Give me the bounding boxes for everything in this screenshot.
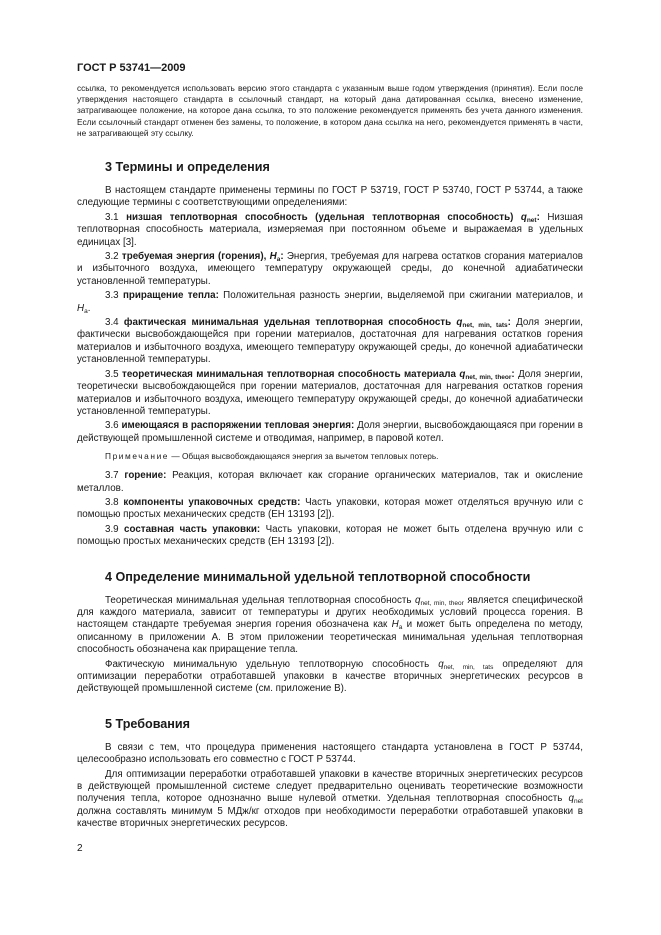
term-name: приращение тепла:	[122, 290, 219, 302]
section-5-paragraph-2	[77, 769, 583, 831]
term-number: 3.2	[105, 251, 119, 263]
document-header: ГОСТ Р 53741—2009	[77, 62, 186, 74]
term-3-1: 3.1 низшая теплотворная способность (удельная теплотворная способность) $q_{net}$: Низшая теплотворная способность материала, измеряемая при постоянном объеме и выражаемая в удельных единицах [3].	[77, 211, 583, 248]
term-3-6	[77, 420, 583, 445]
term-3-7	[77, 470, 583, 495]
text-run: Фактическую минимальную удельную теплотворную способность	[105, 658, 430, 670]
term-number: 3.6	[105, 420, 119, 432]
term-3-8	[77, 497, 583, 522]
term-name: горение:	[124, 470, 167, 482]
term-definition: Часть упаковки, которая может отделяться вручную или с помощью простых механических средств (ЕН 13193 [2]).	[77, 496, 583, 521]
text-run: является специфической для каждого материала, зависит от температуры и других необходимых условий процесса горения. В настоящем стандарте требуемая энергия горения обозначена как	[77, 594, 583, 631]
term-symbol-sub: net, min, tats	[462, 322, 508, 330]
term-3-5: 3.5 теоретическая минимальная теплотворная способность материала $q_{net, min, theor}$: Доля энергии, теоретически высвобождающейся при горении материалов, достаточная для нагревания остатков горения материалов и избыточного воздуха, имеющего температуру окружающей среды, до конечной адиабатически установленной температуры.	[77, 368, 583, 417]
term-definition: Доля энергии, фактически высвобождающейся при горении материалов, достаточная для нагревания остатков горения материалов и избыточного воздуха, имеющего температуру окружающей среды, до конечной адиабатически установленной температуры.	[77, 317, 583, 366]
term-number: 3.3	[105, 290, 119, 302]
section-5-title: 5 Требования	[105, 716, 190, 731]
term-symbol: q	[456, 317, 463, 329]
text-run: и может быть определена по методу, описанному в приложении А. В этом приложении теоретическая минимальная удельная теплотворная способность обозначена как приращение тепла.	[77, 619, 583, 656]
term-name: теоретическая минимальная теплотворная способность материала	[122, 368, 456, 380]
text-run: Теоретическая минимальная удельная теплотворная способность	[105, 594, 412, 606]
page-number: 2	[77, 843, 83, 854]
symbol-sub: net	[573, 798, 583, 806]
term-symbol-sub: net	[526, 216, 537, 224]
symbol-sub: net, min, theor	[420, 599, 464, 607]
term-definition: Реакция, которая включает как сгорание органических материалов, так и окисление металлов.	[77, 470, 583, 494]
term-name: имеющаяся в распоряжении тепловая энергия:	[121, 420, 355, 432]
text-run: Для оптимизации переработки отработавшей упаковки в качестве вторичных энергетических ресурсов в действующей промышленной системе следует предварительно оценивать теоретические возможности получения тепла, которое однозначно выше нулевой отметки. Удельная теплотворная способность	[77, 768, 583, 805]
term-definition: Положительная разность энергии, выделяемой при сжигании материалов, и	[223, 290, 584, 302]
term-definition: Часть упаковки, которая не может быть отделена вручную или с помощью простых механических средств (ЕН 13193 [2]).	[77, 523, 583, 548]
note	[77, 451, 583, 462]
term-number: 3.8	[105, 496, 119, 508]
text-run: определяют для оптимизации переработки отработавшей упаковки в качестве вторичных энергетических ресурсов в действующей промышленной системе (см. приложение В).	[77, 658, 583, 695]
term-definition: Энергия, требуемая для нагрева остатков сгорания материалов и избыточного воздуха, имеющего температуру окружающей среды, до конечной адиабатически установленной температуры.	[77, 251, 583, 287]
term-symbol: H	[269, 251, 277, 263]
term-definition: Доля энергии, высвобождающаяся при горении в действующей промышленной системе и отводимая, например, в паровой котел.	[77, 420, 583, 444]
term-number: 3.5	[105, 368, 119, 380]
text-run: должна составлять минимум 5 МДж/кг отходов при необходимости переработки отработавшей упаковки в качестве вторичных энергетических ресурсов.	[77, 805, 583, 830]
term-name: компоненты упаковочных средств:	[123, 496, 301, 508]
term-3-4: 3.4 фактическая минимальная удельная теплотворная способность $q_{net, min, tats}$: Доля энергии, фактически высвобождающейся при горении материалов, достаточная для нагревания остатков горения материалов и избыточного воздуха, имеющего температуру окружающей среды, до конечной адиабатически установленной температуры.	[77, 317, 583, 366]
symbol: H	[391, 619, 399, 631]
term-name: требуемая энергия (горения),	[121, 251, 267, 263]
term-definition: Низшая теплотворная способность материала, измеряемая при постоянном объеме и выражаемая в удельных единицах [3].	[77, 211, 583, 248]
symbol: q	[438, 658, 444, 670]
term-number: 3.1	[105, 211, 119, 223]
term-name: фактическая минимальная удельная теплотворная способность	[123, 317, 452, 329]
term-number: 3.7	[105, 470, 119, 482]
symbol: q	[568, 793, 574, 805]
term-symbol: q	[459, 368, 466, 380]
symbol-sub: a	[398, 624, 403, 632]
term-number: 3.4	[105, 317, 119, 329]
term-name: составная часть упаковки:	[124, 523, 261, 535]
section-3-title: 3 Термины и определения	[105, 160, 270, 175]
section-4-title: 4 Определение минимальной удельной теплотворной способности	[105, 569, 531, 584]
note-text: — Общая высвобождающаяся энергия за вычетом тепловых потерь.	[169, 451, 439, 462]
symbol: q	[415, 594, 421, 606]
section-3-intro: В настоящем стандарте применены термины по ГОСТ Р 53719, ГОСТ Р 53740, ГОСТ Р 53744, а также следующие термины с соответствующими определениями:	[77, 185, 583, 209]
symbol-sub: net, min, tats	[443, 663, 494, 671]
term-number: 3.9	[105, 523, 119, 535]
section-4-paragraph-2	[77, 659, 583, 696]
page-content	[77, 83, 583, 831]
term-symbol: q	[520, 211, 527, 223]
term-symbol-sub: a	[84, 307, 88, 315]
term-name: низшая теплотворная способность (удельная теплотворная способность)	[126, 211, 514, 223]
section-5-paragraph-1: В связи с тем, что процедура применения настоящего стандарта установлена в ГОСТ Р 53744, целесообразно использовать его совместно с ГОСТ Р 53744.	[77, 741, 583, 766]
intro-paragraph: ссылка, то рекомендуется использовать версию этого стандарта с указанным выше годом утверждения (принятия). Если после утверждения настоящего стандарта в ссылочный стандарт, на который дана датированная ссылка, внесено изменение, затрагивающее положение, на которое дана ссылка, то это положение рекомендуется применять без учета данного изменения. Если ссылочный стандарт отменен без замены, то положение, в котором дана ссылка на него, рекомендуется применять в части, не затрагивающей эту ссылку.	[77, 83, 583, 138]
term-symbol-sub: net, min, theor	[465, 373, 512, 381]
term-3-9	[77, 524, 583, 549]
note-label: Примечание	[105, 451, 170, 462]
term-3-2: 3.2 требуемая энергия (горения), $H_a$: Энергия, требуемая для нагрева остатков сгорания материалов и избыточного воздуха, имеющего температуру окружающей среды, до конечной адиабатически установленной температуры.	[77, 251, 583, 287]
term-symbol: H	[77, 302, 85, 314]
term-symbol-sub: a	[276, 256, 281, 264]
term-definition: Доля энергии, теоретически высвобождающейся при горении материалов, достаточная для нагревания остатков горения материалов и избыточного воздуха, имеющего температуру окружающей среды, до конечной адиабатически установленной температуры.	[77, 368, 583, 417]
term-3-3: 3.3 приращение тепла: Положительная разность энергии, выделяемой при сжигании материалов, и $H_a$.	[77, 290, 584, 315]
section-4-paragraph-1	[77, 595, 583, 657]
